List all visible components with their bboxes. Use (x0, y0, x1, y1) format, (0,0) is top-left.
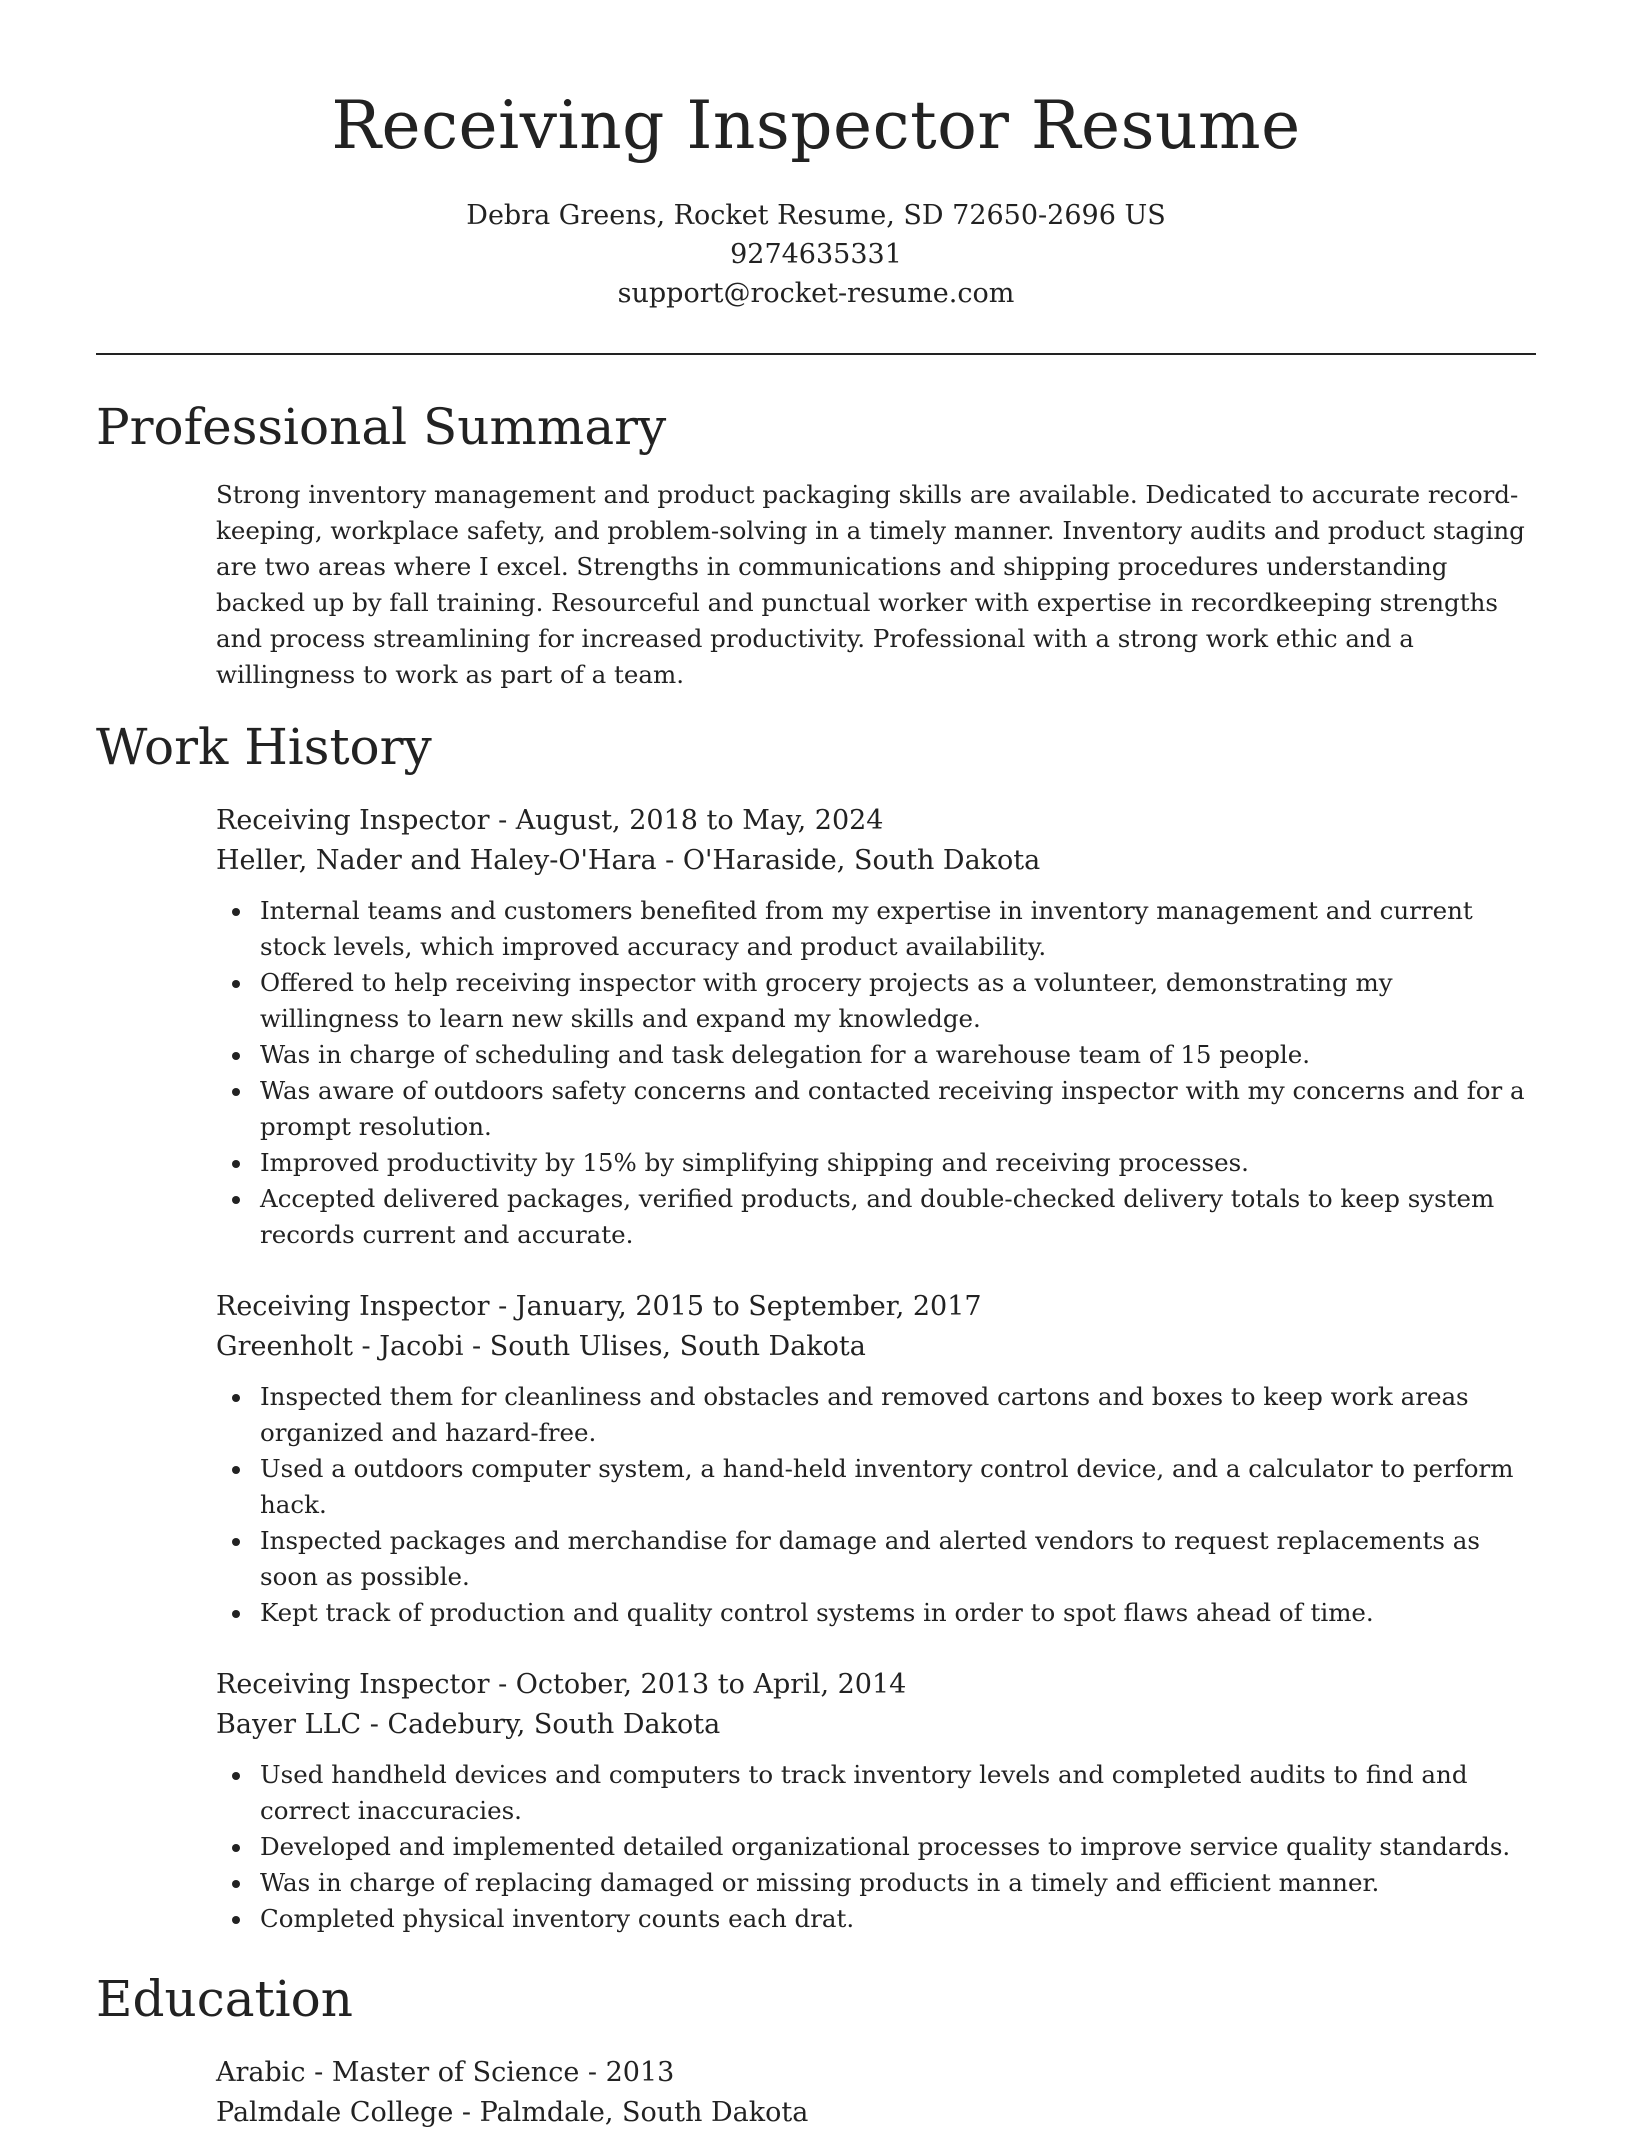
contact-address: Debra Greens, Rocket Resume, SD 72650-2696 US (466, 200, 1166, 231)
job-bullet: Kept track of production and quality control systems in order to spot flaws ahead of time. (216, 1595, 1536, 1631)
job-bullet: Was aware of outdoors safety concerns and contacted receiving inspector with my concerns and for a prompt resolution. (216, 1073, 1536, 1145)
job-company-line: Bayer LLC - Cadebury, South Dakota (216, 1709, 721, 1740)
job-bullet: Was in charge of replacing damaged or missing products in a timely and efficient manner. (216, 1865, 1536, 1901)
job-entry (216, 801, 1536, 1253)
job-entry (216, 1665, 1536, 1937)
job-title-line: Receiving Inspector - January, 2015 to September, 2017 (216, 1291, 982, 1322)
education-heading: Education (96, 1970, 353, 2028)
job-bullet: Internal teams and customers benefited from my expertise in inventory management and current stock levels, which improved accuracy and product availability. (216, 893, 1536, 965)
job-bullet: Offered to help receiving inspector with grocery projects as a volunteer, demonstrating my willingness to learn new skills and expand my knowledge. (216, 965, 1536, 1037)
job-bullet-list (216, 1379, 1536, 1631)
work-history-section (216, 801, 1536, 1937)
resume-title: Receiving Inspector Resume (331, 87, 1301, 164)
education-degree-line: Arabic - Master of Science - 2013 (216, 2057, 675, 2088)
work-history-heading: Work History (96, 718, 432, 776)
job-bullet: Inspected packages and merchandise for damage and alerted vendors to request replacements as soon as possible. (216, 1523, 1536, 1595)
education-school-line: Palmdale College - Palmdale, South Dakota (216, 2097, 809, 2128)
job-company-line: Greenholt - Jacobi - South Ulises, South Dakota (216, 1331, 866, 1362)
job-bullet: Accepted delivered packages, verified products, and double-checked delivery totals to keep system records current and accurate. (216, 1181, 1536, 1253)
job-entry (216, 1287, 1536, 1631)
job-title-line: Receiving Inspector - August, 2018 to May, 2024 (216, 805, 884, 836)
contact-phone: 9274635331 (730, 239, 902, 270)
job-bullet: Used a outdoors computer system, a hand-held inventory control device, and a calculator to perform hack. (216, 1451, 1536, 1523)
job-bullet: Was in charge of scheduling and task delegation for a warehouse team of 15 people. (216, 1037, 1536, 1073)
job-bullet: Used handheld devices and computers to track inventory levels and completed audits to find and correct inaccuracies. (216, 1757, 1536, 1829)
job-bullet-list (216, 1757, 1536, 1937)
job-title-line: Receiving Inspector - October, 2013 to April, 2014 (216, 1669, 907, 1700)
summary-heading: Professional Summary (96, 398, 667, 456)
resume-header (96, 0, 1536, 313)
job-bullet: Improved productivity by 15% by simplifying shipping and receiving processes. (216, 1145, 1536, 1181)
job-bullet: Inspected them for cleanliness and obstacles and removed cartons and boxes to keep work areas organized and hazard-free. (216, 1379, 1536, 1451)
resume-page (96, 0, 1536, 2133)
job-company-line: Heller, Nader and Haley-O'Hara - O'Haraside, South Dakota (216, 845, 1041, 876)
summary-text: Strong inventory management and product packaging skills are available. Dedicated to accurate record-keeping, workplace safety, and problem-solving in a timely manner. Inventory audits and product staging are two areas where I excel. Strengths in communications and shipping procedures understanding backed up by fall training. Resourceful and punctual worker with expertise in recordkeeping strengths and process streamlining for increased productivity. Professional with a strong work ethic and a willingness to work as part of a team. (216, 480, 1525, 689)
summary-section (216, 477, 1536, 693)
education-section (216, 2053, 1536, 2133)
job-bullet: Completed physical inventory counts each drat. (216, 1901, 1536, 1937)
job-bullet: Developed and implemented detailed organizational processes to improve service quality standards. (216, 1829, 1536, 1865)
contact-email: support@rocket-resume.com (617, 278, 1015, 309)
contact-block (96, 196, 1536, 313)
job-bullet-list (216, 893, 1536, 1253)
header-divider (96, 353, 1536, 355)
